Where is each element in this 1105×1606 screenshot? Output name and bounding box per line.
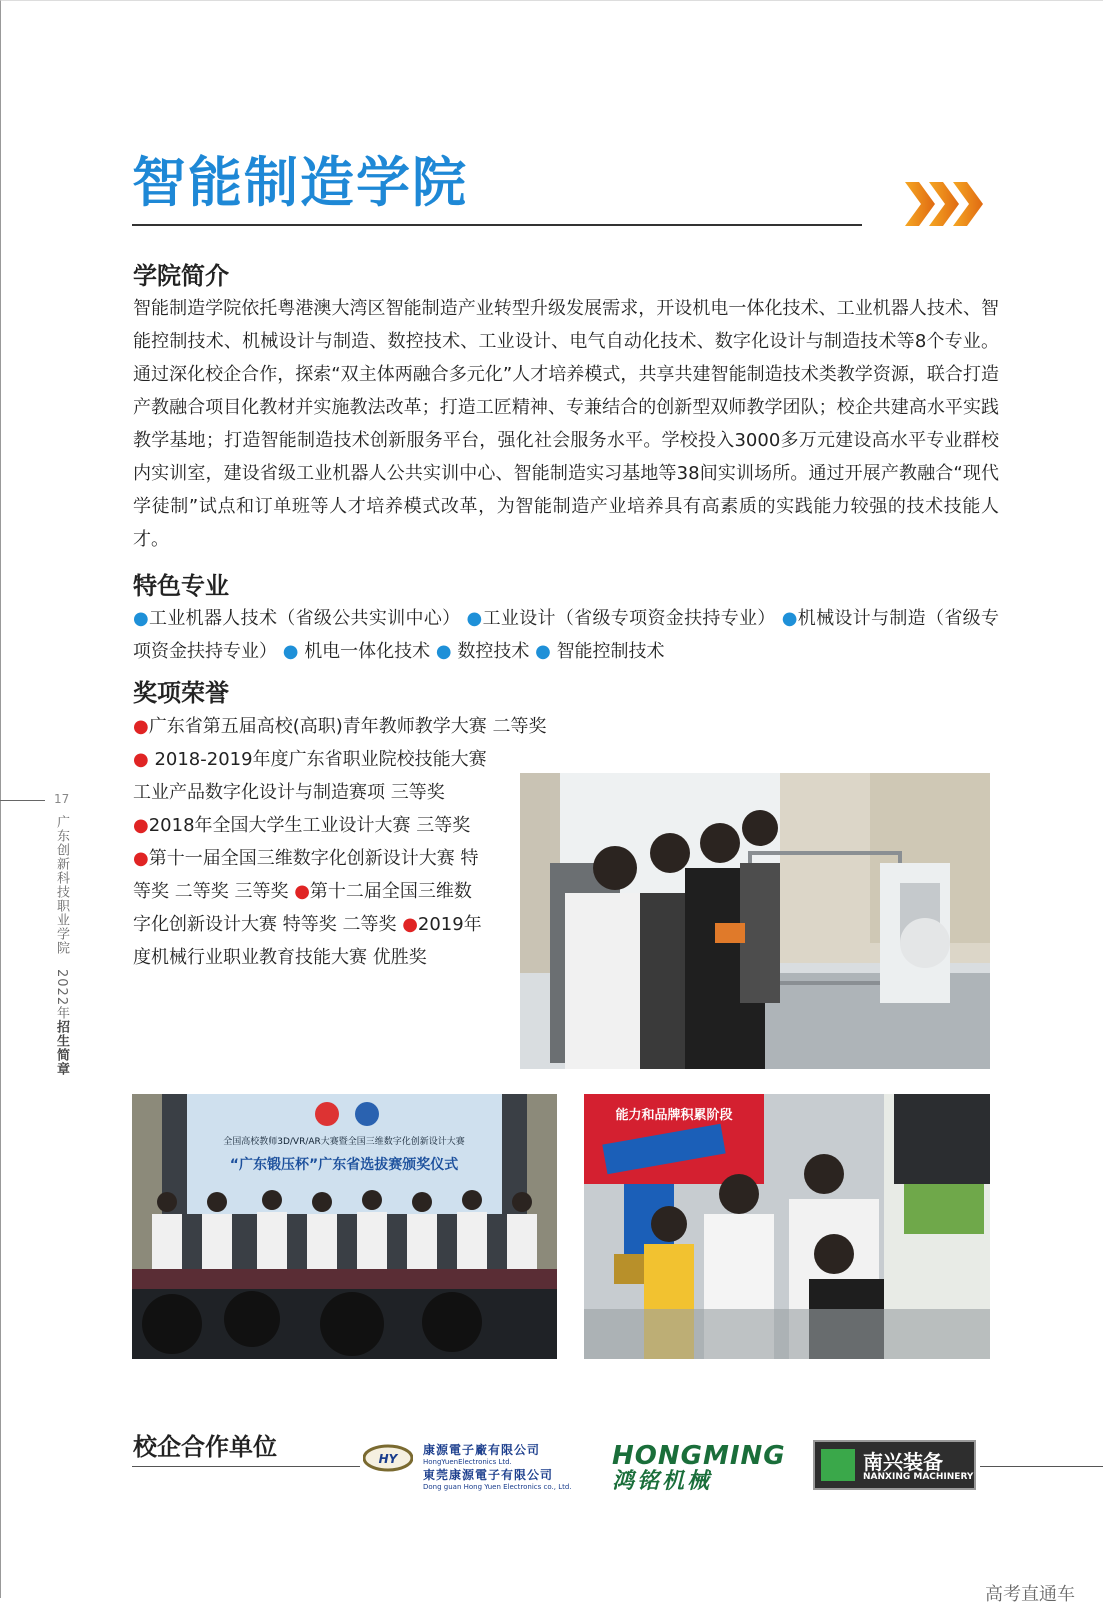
title-rule: [132, 224, 862, 226]
page-number: 17: [54, 792, 70, 806]
photo-robot-lab: [520, 773, 990, 1069]
major-item: 机械设计与制造（省级专项资金扶持专业）: [133, 608, 999, 662]
majors-list: ●工业机器人技术（省级公共实训中心） ●工业设计（省级专项资金扶持专业） ●机械设计与制造（省级专项资金扶持专业） ● 机电一体化技术 ● 数控技术 ● 智能控制技术: [133, 608, 999, 662]
award-line-wide: ●广东省第五届高校(高职)青年教师教学大赛 二等奖: [133, 716, 547, 737]
partners-heading: 校企合作单位: [133, 1433, 277, 1461]
hongyuen-name-4: Dong guan Hong Yuen Electronics co., Ltd.: [423, 1483, 572, 1491]
hongming-logo: [612, 1442, 792, 1494]
hongming-en: HONGMING: [612, 1441, 786, 1471]
nanxing-en: NANXING MACHINERY: [863, 1472, 974, 1482]
major-item: 数控技术: [457, 641, 530, 662]
ceremony-banner-line1: 全国高校教师3D/VR/AR大赛暨全国三维数字化创新设计大赛: [223, 1137, 465, 1147]
photo-award-ceremony-image: [132, 1094, 557, 1359]
side-year: 2022年: [54, 969, 69, 1021]
partners-rule-left: [132, 1466, 360, 1467]
majors-heading: 特色专业: [133, 572, 229, 600]
lab-banner-text: 能力和品牌积累阶段: [615, 1108, 733, 1123]
hongming-cn: 鸿铭机械: [612, 1469, 713, 1494]
award-item: 广东省第五届高校(高职)青年教师教学大赛 二等奖: [148, 716, 547, 737]
hongyuen-name-1: 康源電子廠有限公司: [423, 1443, 541, 1457]
award-item: 第十二届全国三维数字化创新设计大赛 特等奖 二等奖: [133, 881, 472, 935]
hongyuen-logo-icon: [363, 1443, 413, 1473]
awards-list-narrow: ● 2018-2019年度广东省职业院校技能大赛工业产品数字化设计与制造赛项 三等奖 ●2018年全国大学生工业设计大赛 三等奖 ●第十一届全国三维数字化创新设计大赛 特等奖 二等奖 三等奖 ●第十二届全国三维数字化创新设计大赛 特等奖 二等奖 ●2019年度机械行业职业教育技能大赛 优胜奖: [133, 749, 487, 968]
side-rule: [0, 800, 45, 801]
award-item: 2018年全国大学生工业设计大赛 三等奖: [148, 815, 471, 836]
awards-heading: 奖项荣誉: [133, 679, 229, 707]
ceremony-banner-line2: “广东锻压杯”广东省选拔赛颁奖仪式: [229, 1157, 459, 1173]
side-doc: 招生简章: [54, 1020, 69, 1077]
nanxing-cn: 南兴装备: [863, 1450, 943, 1474]
hongyuen-name-2: HongYuenElectronics Ltd.: [423, 1458, 512, 1466]
watermark: 高考直通车: [985, 1584, 1075, 1605]
photo-award-ceremony: [132, 1094, 557, 1359]
hongyuen-logo: [423, 1441, 583, 1491]
intro-heading: 学院简介: [133, 262, 229, 290]
page-title: 智能制造学院: [132, 151, 468, 214]
chevron-arrows-icon: [905, 182, 985, 226]
nanxing-mark-icon: [821, 1449, 855, 1481]
photo-robot-lab-image: [520, 773, 990, 1069]
intro-body: 智能制造学院依托粤港澳大湾区智能制造产业转型升级发展需求，开设机电一体化技术、工业机器人技术、智能控制技术、机械设计与制造、数控技术、工业设计、电气自动化技术、数字化设计与制造技术等8个专业。通过深化校企合作，探索“双主体两融合多元化”人才培养模式，共享共建智能制造技术类教学资源，联合打造产教融合项目化教材并实施教法改革；打造工匠精神、专兼结合的创新型双师教学团队；校企共建高水平实践教学基地；打造智能制造技术创新服务平台，强化社会服务水平。学校投入3000多万元建设高水平专业群校内实训室，建设省级工业机器人公共实训中心、智能制造实习基地等38间实训场所。通过开展产教融合“现代学徒制”试点和订单班等人才培养模式改革，为智能制造产业培养具有高素质的实践能力较强的技术技能人才。: [133, 298, 999, 550]
photo-students-robot-image: [584, 1094, 990, 1359]
hongyuen-name-3: 東莞康源電子有限公司: [423, 1468, 554, 1482]
svg-text:HY: HY: [378, 1452, 398, 1466]
nanxing-logo: [813, 1440, 976, 1490]
side-caption: [52, 815, 71, 1076]
side-school: 广东创新科技职业学院: [54, 815, 69, 955]
award-item: 第十一届全国三维数字化创新设计大赛 特等奖 二等奖 三等奖: [133, 848, 479, 902]
photo-students-robot: [584, 1094, 990, 1359]
major-item: 工业设计（省级专项资金扶持专业）: [482, 608, 776, 629]
award-item: 2019年度机械行业职业教育技能大赛 优胜奖: [133, 914, 482, 968]
major-item: 机电一体化技术: [304, 641, 431, 662]
partners-rule-right: [980, 1466, 1103, 1467]
award-item: 2018-2019年度广东省职业院校技能大赛工业产品数字化设计与制造赛项 三等奖: [133, 749, 487, 803]
major-item: 智能控制技术: [556, 641, 665, 662]
major-item: 工业机器人技术（省级公共实训中心）: [149, 608, 461, 629]
